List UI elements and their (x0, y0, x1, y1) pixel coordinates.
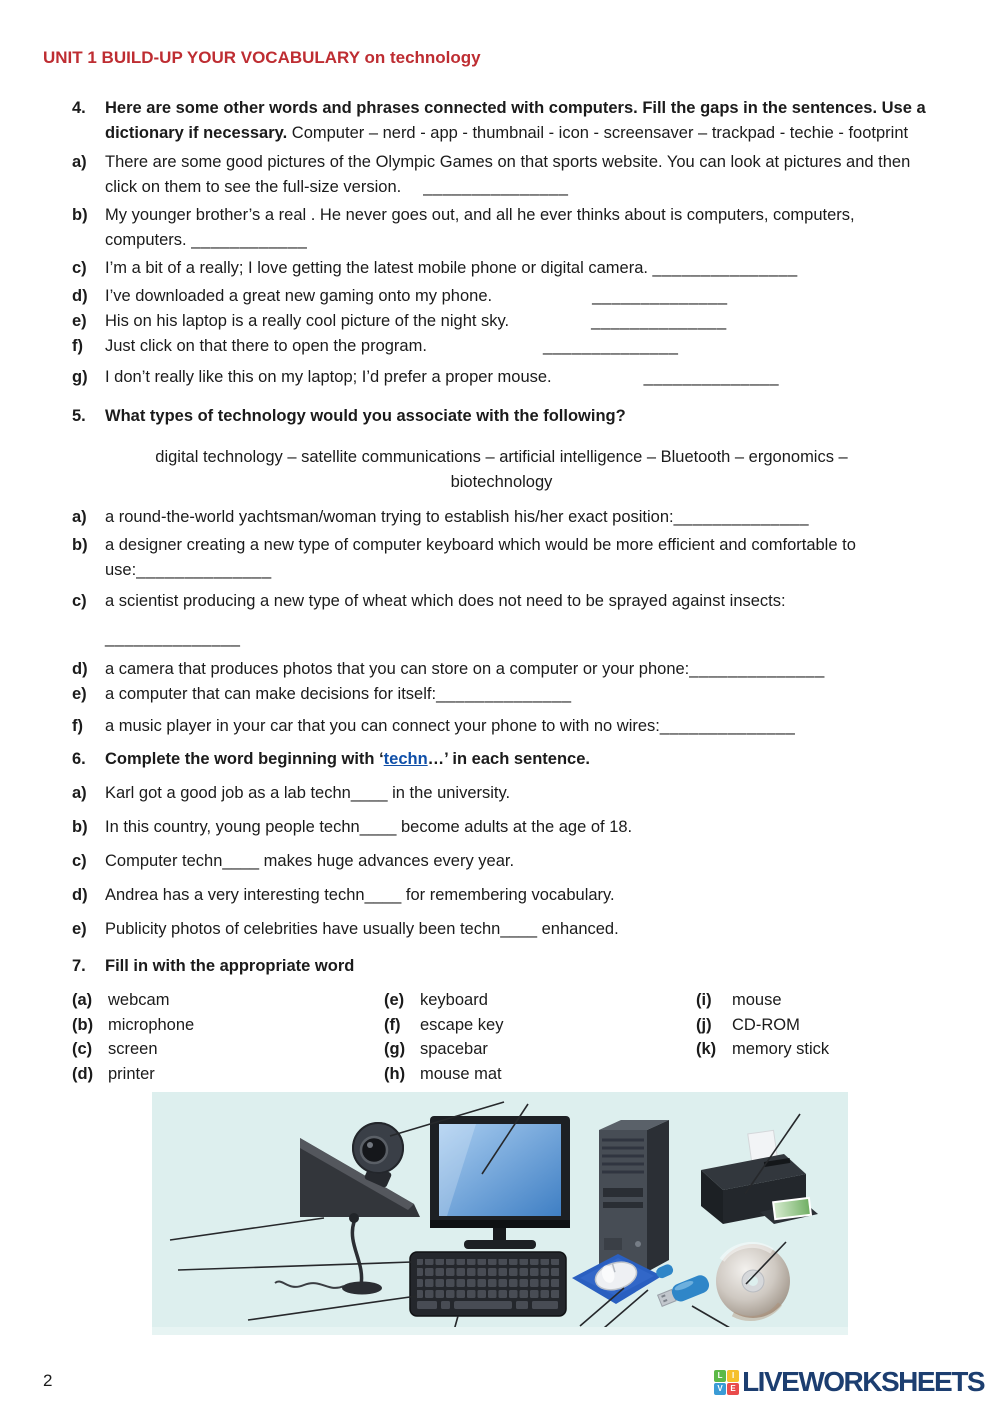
blank-field[interactable]: ______________ (673, 508, 810, 526)
item-label: c) (72, 852, 87, 870)
item-text: a music player in your car that you can connect your phone to with no wires: (105, 717, 660, 735)
q4-prompt-bold: Here are some other words and phrases connected with computers. Fill the gaps in the sentences. Use a dictionary if necessary. (105, 99, 926, 142)
q6-item-c (43, 849, 938, 874)
word-text: spacebar (420, 1040, 488, 1058)
word-item-webcam (72, 988, 384, 1013)
q6-prompt-before: Complete the word beginning with ‘ (105, 750, 384, 768)
word-text: escape key (420, 1015, 504, 1034)
q4-item-e (43, 309, 938, 334)
printer-illustration (701, 1130, 818, 1224)
q6-number: 6. (72, 750, 86, 768)
word-label: (i) (696, 991, 712, 1009)
q5-word-bank-line1: digital technology – satellite communications – artificial intelligence – Bluetooth – ergonomics – (155, 448, 848, 466)
word-label: (e) (384, 991, 405, 1009)
item-label: e) (72, 920, 87, 938)
blank-field[interactable]: ______________ (436, 685, 572, 703)
q4-item-c (43, 256, 938, 281)
word-label: (b) (72, 1015, 94, 1034)
q6-item-b (43, 815, 938, 840)
item-label: e) (72, 685, 87, 703)
q4-item-a (43, 150, 938, 200)
word-item-cd-rom (696, 1013, 938, 1038)
worksheet-title: UNIT 1 BUILD-UP YOUR VOCABULARY on technology (43, 48, 481, 67)
blank-field[interactable]: _______________ (423, 178, 569, 196)
q6-item-a (43, 781, 938, 806)
word-item-mouse (696, 988, 938, 1013)
item-label: b) (72, 818, 88, 836)
q6-prompt (105, 747, 938, 772)
word-text: CD-ROM (732, 1015, 800, 1034)
q5-item-c-blank-line (105, 626, 938, 651)
blank-field[interactable]: ______________ (136, 561, 272, 579)
word-label: (c) (72, 1040, 93, 1058)
word-text: screen (108, 1040, 158, 1058)
q7-number: 7. (72, 957, 86, 975)
word-label: (a) (72, 991, 93, 1009)
logo-cell-l: L (714, 1370, 726, 1382)
blank-field[interactable]: ______________ (105, 629, 241, 647)
word-item-spacebar (384, 1037, 696, 1062)
word-text: webcam (108, 991, 170, 1009)
item-text: a computer that can make decisions for itself: (105, 685, 437, 703)
q5-word-bank (43, 445, 938, 495)
item-label: g) (72, 368, 88, 386)
q5-item-e (43, 682, 938, 707)
word-text: microphone (108, 1015, 195, 1034)
word-item-keyboard (384, 988, 696, 1013)
q5-item-b (43, 533, 938, 583)
q7-prompt: Fill in with the appropriate word (105, 957, 355, 975)
q4-prompt (105, 96, 938, 146)
equipment-figure-svg (152, 1092, 848, 1335)
item-label: e) (72, 312, 87, 330)
q7-word-list (72, 988, 938, 1086)
computer-tower-illustration (599, 1120, 669, 1272)
item-text[interactable]: In this country, young people techn____ become adults at the age of 18. (105, 818, 633, 836)
item-label: b) (72, 536, 88, 554)
panel-bottom-strip (152, 1327, 848, 1335)
word-label: (j) (696, 1015, 712, 1034)
item-text[interactable]: Andrea has a very interesting techn____ for remembering vocabulary. (105, 886, 615, 904)
q4-item-f (43, 334, 938, 359)
item-label: f) (72, 717, 83, 735)
question-5 (43, 404, 938, 739)
item-text: My younger brother’s a real . He never goes out, and all he ever thinks about is computers, computers, computers. (105, 206, 855, 249)
item-text: There are some good pictures of the Olympic Games on that sports website. You can look at pictures and then click on them to see the full-size version. (105, 153, 911, 196)
item-text: Just click on that there to open the program. (105, 337, 427, 355)
question-6 (43, 747, 938, 942)
liveworksheets-logo-icon (714, 1370, 739, 1395)
word-text: memory stick (732, 1040, 830, 1058)
item-text: a scientist producing a new type of wheat which does not need to be sprayed against insects: (105, 592, 786, 610)
item-text: a designer creating a new type of computer keyboard which would be more efficient and comfortable to use: (105, 536, 856, 579)
blank-field[interactable]: ______________ (689, 660, 825, 678)
q5-number: 5. (72, 407, 86, 425)
item-text: I’ve downloaded a great new gaming onto my phone. (105, 287, 493, 305)
word-text: keyboard (420, 991, 488, 1009)
equipment-figure (152, 1092, 848, 1335)
blank-field[interactable]: ______________ (591, 312, 727, 330)
page-number: 2 (43, 1371, 53, 1390)
word-label: (g) (384, 1040, 406, 1058)
q6-item-d (43, 883, 938, 908)
q5-item-f (43, 714, 938, 739)
blank-field[interactable]: ______________ (592, 287, 728, 305)
item-label: d) (72, 886, 88, 904)
item-text: His on his laptop is a really cool picture of the night sky. (105, 312, 510, 330)
item-label: a) (72, 784, 87, 802)
word-label: (d) (72, 1064, 94, 1083)
blank-field[interactable]: ______________ (659, 717, 796, 735)
item-text[interactable]: Computer techn____ makes huge advances every year. (105, 852, 515, 870)
q4-word-bank: Computer – nerd - app - thumbnail - icon - screensaver – trackpad - techie - footprint (291, 124, 909, 142)
logo-cell-v: V (714, 1383, 726, 1395)
item-label: c) (72, 259, 87, 277)
blank-field[interactable]: _______________ (652, 259, 798, 277)
techn-link[interactable]: techn (383, 750, 428, 768)
q5-item-d (43, 657, 938, 682)
memory-stick-illustration (655, 1263, 712, 1309)
logo-text: LIVEWORKSHEETS (742, 1366, 984, 1397)
logo-cell-e: E (727, 1383, 739, 1395)
q4-item-b (43, 203, 938, 253)
item-text: I’m a bit of a really; I love getting the latest mobile phone or digital camera. (105, 259, 648, 277)
item-label: c) (72, 592, 87, 610)
q5-item-c (43, 589, 938, 614)
item-label: f) (72, 337, 83, 355)
q4-item-g (43, 365, 938, 390)
webcam-illustration (300, 1122, 420, 1217)
q5-word-bank-line2: biotechnology (450, 473, 553, 491)
word-item-microphone (72, 1013, 384, 1038)
question-4 (43, 96, 938, 390)
q5-item-a (43, 505, 938, 530)
item-label: b) (72, 206, 88, 224)
word-text: mouse mat (420, 1064, 502, 1083)
word-item-memory-stick (696, 1037, 938, 1062)
q5-prompt: What types of technology would you associate with the following? (105, 407, 626, 425)
word-item-screen (72, 1037, 384, 1062)
item-text: a round-the-world yachtsman/woman trying to establish his/her exact position: (105, 508, 674, 526)
liveworksheets-logo[interactable] (714, 1368, 984, 1396)
question-7 (43, 954, 938, 1086)
q6-item-e (43, 917, 938, 942)
q4-number: 4. (72, 99, 86, 117)
cd-rom-illustration (716, 1244, 790, 1318)
monitor-illustration (430, 1116, 570, 1249)
q4-item-d (43, 284, 938, 309)
blank-field[interactable]: ____________ (191, 231, 308, 249)
word-label: (f) (384, 1015, 401, 1034)
word-item-mouse-mat (384, 1062, 696, 1087)
word-label: (h) (384, 1064, 406, 1083)
logo-cell-i: I (727, 1370, 739, 1382)
item-label: a) (72, 508, 87, 526)
word-label: (k) (696, 1040, 717, 1058)
item-label: a) (72, 153, 87, 171)
item-text[interactable]: Karl got a good job as a lab techn____ in the university. (105, 784, 511, 802)
word-text: printer (108, 1064, 155, 1083)
blank-field[interactable]: ______________ (542, 337, 679, 355)
word-text: mouse (732, 991, 782, 1009)
page-footer (43, 1368, 984, 1396)
item-label: d) (72, 287, 88, 305)
item-label: d) (72, 660, 88, 678)
item-text[interactable]: Publicity photos of celebrities have usually been techn____ enhanced. (105, 920, 619, 938)
word-item-escape-key (384, 1013, 696, 1038)
item-text: a camera that produces photos that you can store on a computer or your phone: (105, 660, 690, 678)
keyboard-illustration (410, 1252, 566, 1316)
item-text: I don’t really like this on my laptop; I’d prefer a proper mouse. (105, 368, 552, 386)
blank-field[interactable]: ______________ (643, 368, 780, 386)
word-item-printer (72, 1062, 384, 1087)
microphone-illustration (275, 1213, 382, 1295)
q6-prompt-after: …’ in each sentence. (427, 750, 590, 768)
